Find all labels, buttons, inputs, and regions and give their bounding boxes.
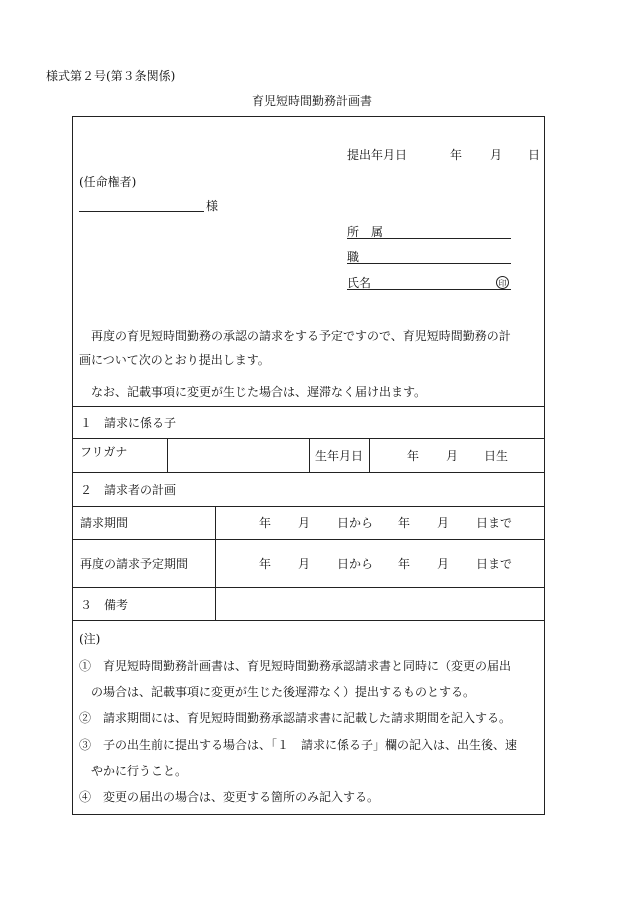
request-period-end-day: 日まで [476,516,513,530]
note-1b: の場合は、記載事項に変更が生じた後遅滞なく）提出するものとする。 [91,685,476,699]
divider-period-row-2 [72,539,545,540]
addressee-underline [79,211,204,212]
note-3a: ③ 子の出生前に提出する場合は、「１ 請求に係る子」欄の記入は、出生後、速 [79,738,518,752]
note-4: ④ 変更の届出の場合は、変更する箇所のみ記入する。 [79,790,380,804]
divider-section1 [72,406,545,407]
honorific-sama: 様 [206,199,219,213]
divider-section2 [72,472,545,473]
appointing-authority-label: (任命権者) [79,175,137,189]
rerequest-period-start-month: 月 [298,557,311,571]
submission-date-label: 提出年月日 [347,148,408,162]
request-period-label: 請求期間 [80,516,129,530]
vdivider-birthdate-label [369,438,370,472]
name-underline [347,289,511,290]
affiliation-underline [347,238,511,239]
rerequest-period-end-day: 日まで [476,557,513,571]
note-3b: やかに行うこと。 [91,764,188,778]
furigana-label: フリガナ [80,445,128,459]
position-underline [347,263,511,264]
rerequest-period-end-year: 年 [398,557,411,571]
note-2: ② 請求期間には、育児短時間勤務承認請求書に記載した請求期間を記入する。 [79,711,512,725]
birth-year: 年 [407,449,420,463]
divider-notes [72,620,545,621]
note-1a: ① 育児短時間勤務計画書は、育児短時間勤務承認請求書と同時に（変更の届出 [79,659,512,673]
request-period-start-day: 日から [337,516,374,530]
affiliation-label: 所 属 [347,225,384,239]
request-period-end-month: 月 [437,516,450,530]
section1-heading: １ 請求に係る子 [80,416,177,430]
vdivider-furigana-label [167,438,168,472]
name-label: 氏名 [347,276,372,290]
birthdate-label: 生年月日 [315,449,364,463]
rerequest-period-label: 再度の請求予定期間 [80,557,189,571]
request-period-start-year: 年 [259,516,272,530]
request-period-start-month: 月 [298,516,311,530]
position-label: 職 [347,250,360,264]
birth-day-suffix: 日生 [484,449,509,463]
submission-day: 日 [528,148,541,162]
intro-paragraph-2: なお、記載事項に変更が生じた場合は、遅滞なく届け出ます。 [91,385,427,399]
intro-paragraph-1b: 画について次のとおり提出します。 [79,353,270,367]
intro-paragraph-1a: 再度の育児短時間勤務の承認の請求をする予定ですので、育児短時間勤務の計 [91,329,511,343]
rerequest-period-end-month: 月 [437,557,450,571]
submission-month: 月 [490,148,503,162]
vdivider-plan-label [215,506,216,620]
request-period-end-year: 年 [398,516,411,530]
rerequest-period-start-day: 日から [337,557,374,571]
document-title: 育児短時間勤務計画書 [252,94,373,108]
submission-year: 年 [450,148,463,162]
birth-month: 月 [446,449,459,463]
seal-mark: 印 [496,276,509,289]
divider-remarks-row [72,587,545,588]
divider-period-row-1 [72,506,545,507]
notes-heading: (注) [79,632,101,646]
section2-heading: ２ 請求者の計画 [80,483,177,497]
form-number: 様式第２号(第３条関係) [46,69,176,83]
rerequest-period-start-year: 年 [259,557,272,571]
vdivider-furigana-value [309,438,310,472]
section3-heading: ３ 備考 [80,598,129,612]
